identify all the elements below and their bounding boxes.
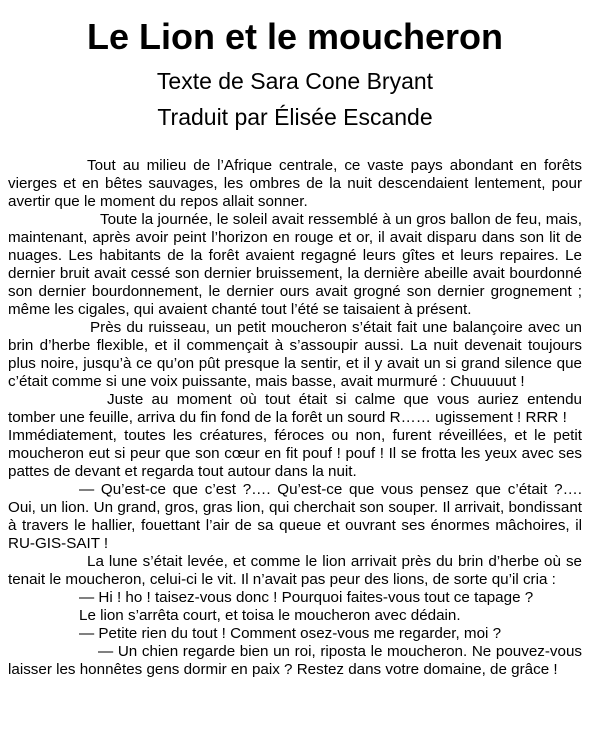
story-paragraph: Le lion s’arrêta court, et toisa le moucheron avec dédain. (79, 607, 461, 624)
story-paragraph: — Un chien regarde bien un roi, riposta le moucheron. Ne pouvez-vous laisser les honnêtes gens dormir en paix ? Restez dans votre domaine, de grâce ! (8, 643, 582, 678)
story-paragraph: — Petite rien du tout ! Comment osez-vous me regarder, moi ? (79, 625, 502, 642)
translator-line: Traduit par Élisée Escande (157, 104, 433, 130)
author-line: Texte de Sara Cone Bryant (156, 68, 434, 94)
story-body (8, 157, 582, 679)
story-paragraph: Près du ruisseau, un petit moucheron s’était fait une balançoire avec un brin d’herbe flexible, et il commençait à s’assoupir aussi. La nuit devenait toujours plus noire, jusqu’à ce qu’on pût presque la sentir, et il y avait un si grand silence que c’était comme si une voix puissante, mais basse, avait murmuré : Chuuuuut ! (8, 319, 582, 390)
story-paragraph: La lune s’était levée, et comme le lion arrivait près du brin d’herbe où se tenait le moucheron, celui-ci le vit. Il n’avait pas peur des lions, de sorte qu’il cria : (8, 553, 582, 588)
story-paragraph: Toute la journée, le soleil avait ressemblé à un gros ballon de feu, mais, maintenant, après avoir peint l’horizon en rouge et or, il avait disparu dans son lit de nuages. Les habitants de la forêt avaient regagné leurs gîtes et leurs repaires. Le dernier bruit avait cessé son dernier bruissement, la dernière abeille avait bourdonné son dernier bourdonnement, le dernier ours avait grogné son dernier grognement ; même les cigales, qui avaient chanté tout l’été se taisaient à présent. (8, 211, 582, 318)
story-paragraph: — Qu’est-ce que c’est ?…. Qu’est-ce que vous pensez que c’était ?…. Oui, un lion. Un grand, gros, gras lion, qui cherchait son souper. Il arrivait, bondissant à travers le hallier, fouettant l’air de sa queue et ouvrant ses énormes mâchoires, il RU-GIS-SAIT ! (8, 481, 582, 552)
document-title: Le Lion et le moucheron (86, 16, 504, 57)
story-paragraph: — Hi ! ho ! taisez-vous donc ! Pourquoi faites-vous tout ce tapage ? (79, 589, 534, 606)
story-paragraph: Tout au milieu de l’Afrique centrale, ce vaste pays abondant en forêts vierges et en bêtes sauvages, les ombres de la nuit descendaient lentement, pour avertir que le moment du repos allait sonner. (8, 157, 582, 210)
story-paragraph: Juste au moment où tout était si calme que vous auriez entendu tomber une feuille, arriva du fin fond de la forêt un sourd R…… ugissement ! RRR ! (8, 391, 582, 426)
story-paragraph: Immédiatement, toutes les créatures, féroces ou non, furent réveillées, et le petit moucheron eut si peur que son cœur en fit pouf ! pouf ! Il se frotta les yeux avec ses pattes de devant et regarda tout autour dans la nuit. (8, 427, 582, 480)
